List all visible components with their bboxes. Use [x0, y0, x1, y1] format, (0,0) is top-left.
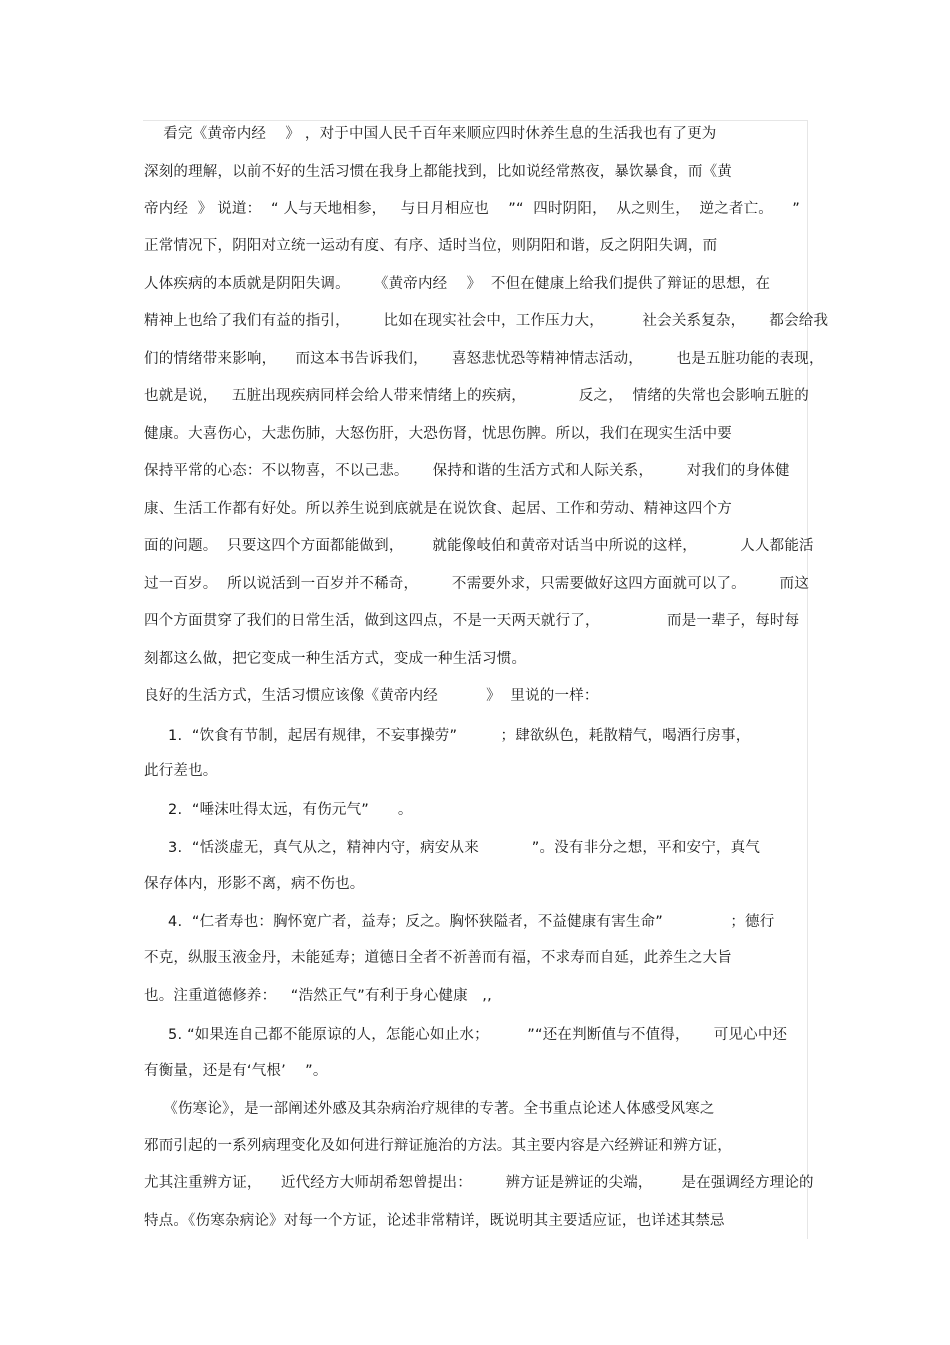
text-line: 看完《黄帝内经 》 ，对于中国人民千百年来顺应四时休养生息的生活我也有了更为: [144, 126, 717, 142]
text-line: 良好的生活方式，生活习惯应该像《黄帝内经 》 里说的一样：: [144, 688, 599, 704]
text-line: 康、生活工作都有好处。所以养生说到底就是在说饮食、起居、工作和劳动、精神这四个方: [144, 501, 732, 517]
text-line: 刻都这么做，把它变成一种生活方式，变成一种生活习惯。: [144, 651, 527, 667]
text-line: 健康。大喜伤心，大悲伤肺，大怒伤肝，大恐伤肾，忧思伤脾。所以，我们在现实生活中要: [144, 426, 732, 442]
text-line: 保存体内，形影不离，病不伤也。: [144, 876, 365, 892]
text-line: 尤其注重辨方证， 近代经方大师胡希恕曾提出： 辨方证是辨证的尖端， 是在强调经方理论的: [144, 1175, 814, 1191]
text-line: 《伤寒论》，是一部阐述外感及其杂病治疗规律的专著。全书重点论述人体感受风寒之: [144, 1101, 715, 1117]
text-line: 过一百岁。 所以说活到一百岁并不稀奇， 不需要外求，只需要做好这四方面就可以了。 而这: [144, 576, 809, 592]
text-line: 有衡量，还是有‘气根’ ”。: [144, 1063, 328, 1079]
text-line: 帝内经 》 说道： “ 人与天地相参， 与日月相应也 ”“ 四时阴阳， 从之则生， 逆之者亡。 ”: [144, 201, 800, 217]
text-line: 深刻的理解，以前不好的生活习惯在我身上都能找到，比如说经常熬夜，暴饮暴食，而《黄: [144, 164, 732, 180]
text-line: 5. “如果连自己都不能原谅的人，怎能心如止水； ”“还在判断值与不值得， 可见心中还: [144, 1027, 788, 1043]
text-line: 面的问题。 只要这四个方面都能做到， 就能像岐伯和黄帝对话当中所说的这样， 人人都能活: [144, 538, 814, 554]
text-line: 正常情况下，阴阳对立统一运动有度、有序、适时当位，则阴阳和谐，反之阴阳失调，而: [144, 238, 718, 254]
text-line: 也就是说， 五脏出现疾病同样会给人带来情绪上的疾病， 反之， 情绪的失常也会影响五脏的: [144, 388, 809, 404]
text-line: 也。注重道德修养： “浩然正气”有利于身心健康 ,,: [144, 988, 492, 1004]
text-line: 保持平常的心态：不以物喜，不以己悲。 保持和谐的生活方式和人际关系， 对我们的身体健: [144, 463, 790, 479]
text-line: 2. “唾沫吐得太远，有伤元气” 。: [144, 802, 413, 818]
text-line: 邪而引起的一系列病理变化及如何进行辩证施治的方法。其主要内容是六经辨证和辨方证，: [144, 1138, 732, 1154]
text-line: 此行差也。: [144, 763, 218, 779]
text-line: 3. “恬淡虚无，真气从之，精神内守，病安从来 ”。没有非分之想，平和安宁，真气: [144, 840, 761, 856]
text-line: 不克，纵服玉液金丹，未能延寿；道德日全者不祈善而有福，不求寿而自延，此养生之大旨: [144, 950, 732, 966]
text-line: 人体疾病的本质就是阴阳失调。 《黄帝内经 》 不但在健康上给我们提供了辩证的思想，在: [144, 276, 771, 292]
text-line: 精神上也给了我们有益的指引， 比如在现实社会中，工作压力大， 社会关系复杂， 都会给我: [144, 313, 829, 329]
text-line: 1. “饮食有节制，起居有规律，不妄事操劳” ；肆欲纵色，耗散精气，喝酒行房事，: [144, 728, 751, 744]
text-line: 们的情绪带来影响， 而这本书告诉我们， 喜怒悲忧恐等精神情志活动， 也是五脏功能的表现，: [144, 351, 824, 367]
text-line: 四个方面贯穿了我们的日常生活，做到这四点，不是一天两天就行了， 而是一辈子，每时每: [144, 613, 800, 629]
text-line: 4. “仁者寿也：胸怀宽广者，益寿；反之。胸怀狭隘者，不益健康有害生命” ；德行: [144, 914, 775, 930]
text-line: 特点。《伤寒杂病论》对每一个方证，论述非常精详，既说明其主要适应证，也详述其禁忌: [144, 1213, 725, 1229]
